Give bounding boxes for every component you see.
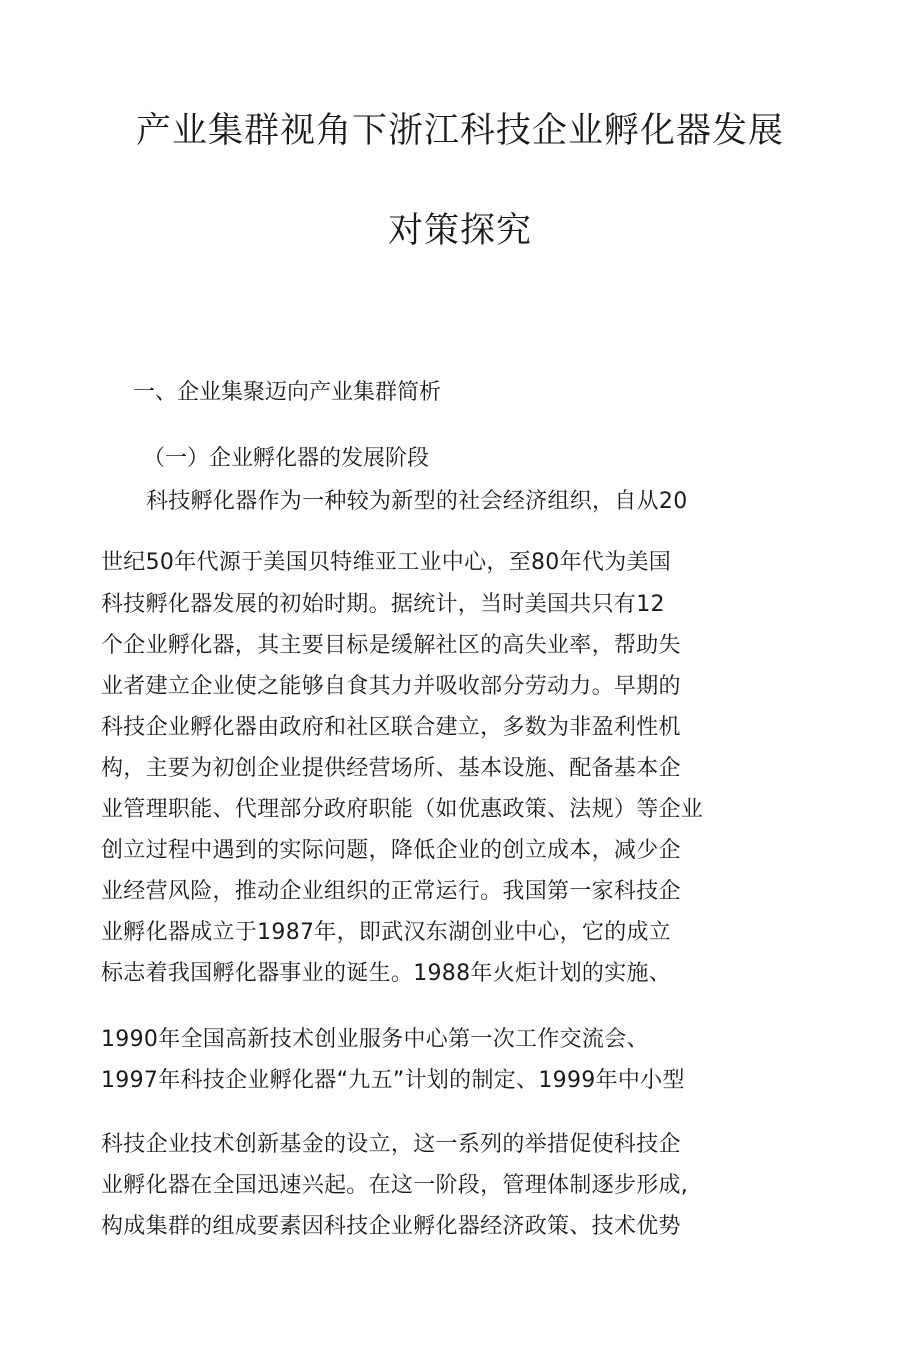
body-line-1: 科技孵化器作为一种较为新型的社会经济组织，自从20 bbox=[146, 489, 688, 514]
body-line-4: 个企业孵化器，其主要目标是缓解社区的高失业率，帮助失 bbox=[101, 633, 681, 658]
body-line-15: 科技企业技术创新基金的设立，这一系列的举措促使科技企 bbox=[101, 1132, 681, 1157]
body-line-10: 业经营风险，推动企业组织的正常运行。我国第一家科技企 bbox=[101, 879, 681, 904]
body-line-2: 世纪50年代源于美国贝特维亚工业中心，至80年代为美国 bbox=[101, 550, 672, 575]
body-line-5: 业者建立企业使之能够自食其力并吸收部分劳动力。早期的 bbox=[101, 674, 681, 699]
body-line-12: 标志着我国孵化器事业的诞生。1988年火炬计划的实施、 bbox=[101, 961, 672, 986]
document-title-line-2: 对策探究 bbox=[387, 211, 532, 251]
body-line-7: 构，主要为初创企业提供经营场所、基本设施、配备基本企 bbox=[101, 756, 681, 781]
document-title-line-1: 产业集群视角下浙江科技企业孵化器发展 bbox=[135, 111, 784, 151]
body-line-3: 科技孵化器发展的初始时期。据统计，当时美国共只有12 bbox=[101, 592, 665, 617]
body-line-13: 1990年全国高新技术创业服务中心第一次工作交流会、 bbox=[101, 1027, 649, 1052]
body-line-14: 1997年科技企业孵化器“九五”计划的制定、1999年中小型 bbox=[101, 1068, 685, 1093]
body-line-16: 业孵化器在全国迅速兴起。在这一阶段，管理体制逐步形成, bbox=[101, 1173, 689, 1198]
section-heading: 一、企业集聚迈向产业集群简析 bbox=[133, 380, 442, 405]
body-line-17: 构成集群的组成要素因科技企业孵化器经济政策、技术优势 bbox=[101, 1214, 681, 1239]
body-line-11: 业孵化器成立于1987年，即武汉东湖创业中心，它的成立 bbox=[101, 920, 672, 945]
body-line-6: 科技企业孵化器由政府和社区联合建立，多数为非盈利性机 bbox=[101, 715, 681, 740]
subsection-heading: （一）企业孵化器的发展阶段 bbox=[143, 446, 430, 471]
body-line-8: 业管理职能、代理部分政府职能（如优惠政策、法规）等企业 bbox=[101, 797, 704, 822]
body-line-9: 创立过程中遇到的实际问题，降低企业的创立成本，减少企 bbox=[101, 838, 681, 863]
